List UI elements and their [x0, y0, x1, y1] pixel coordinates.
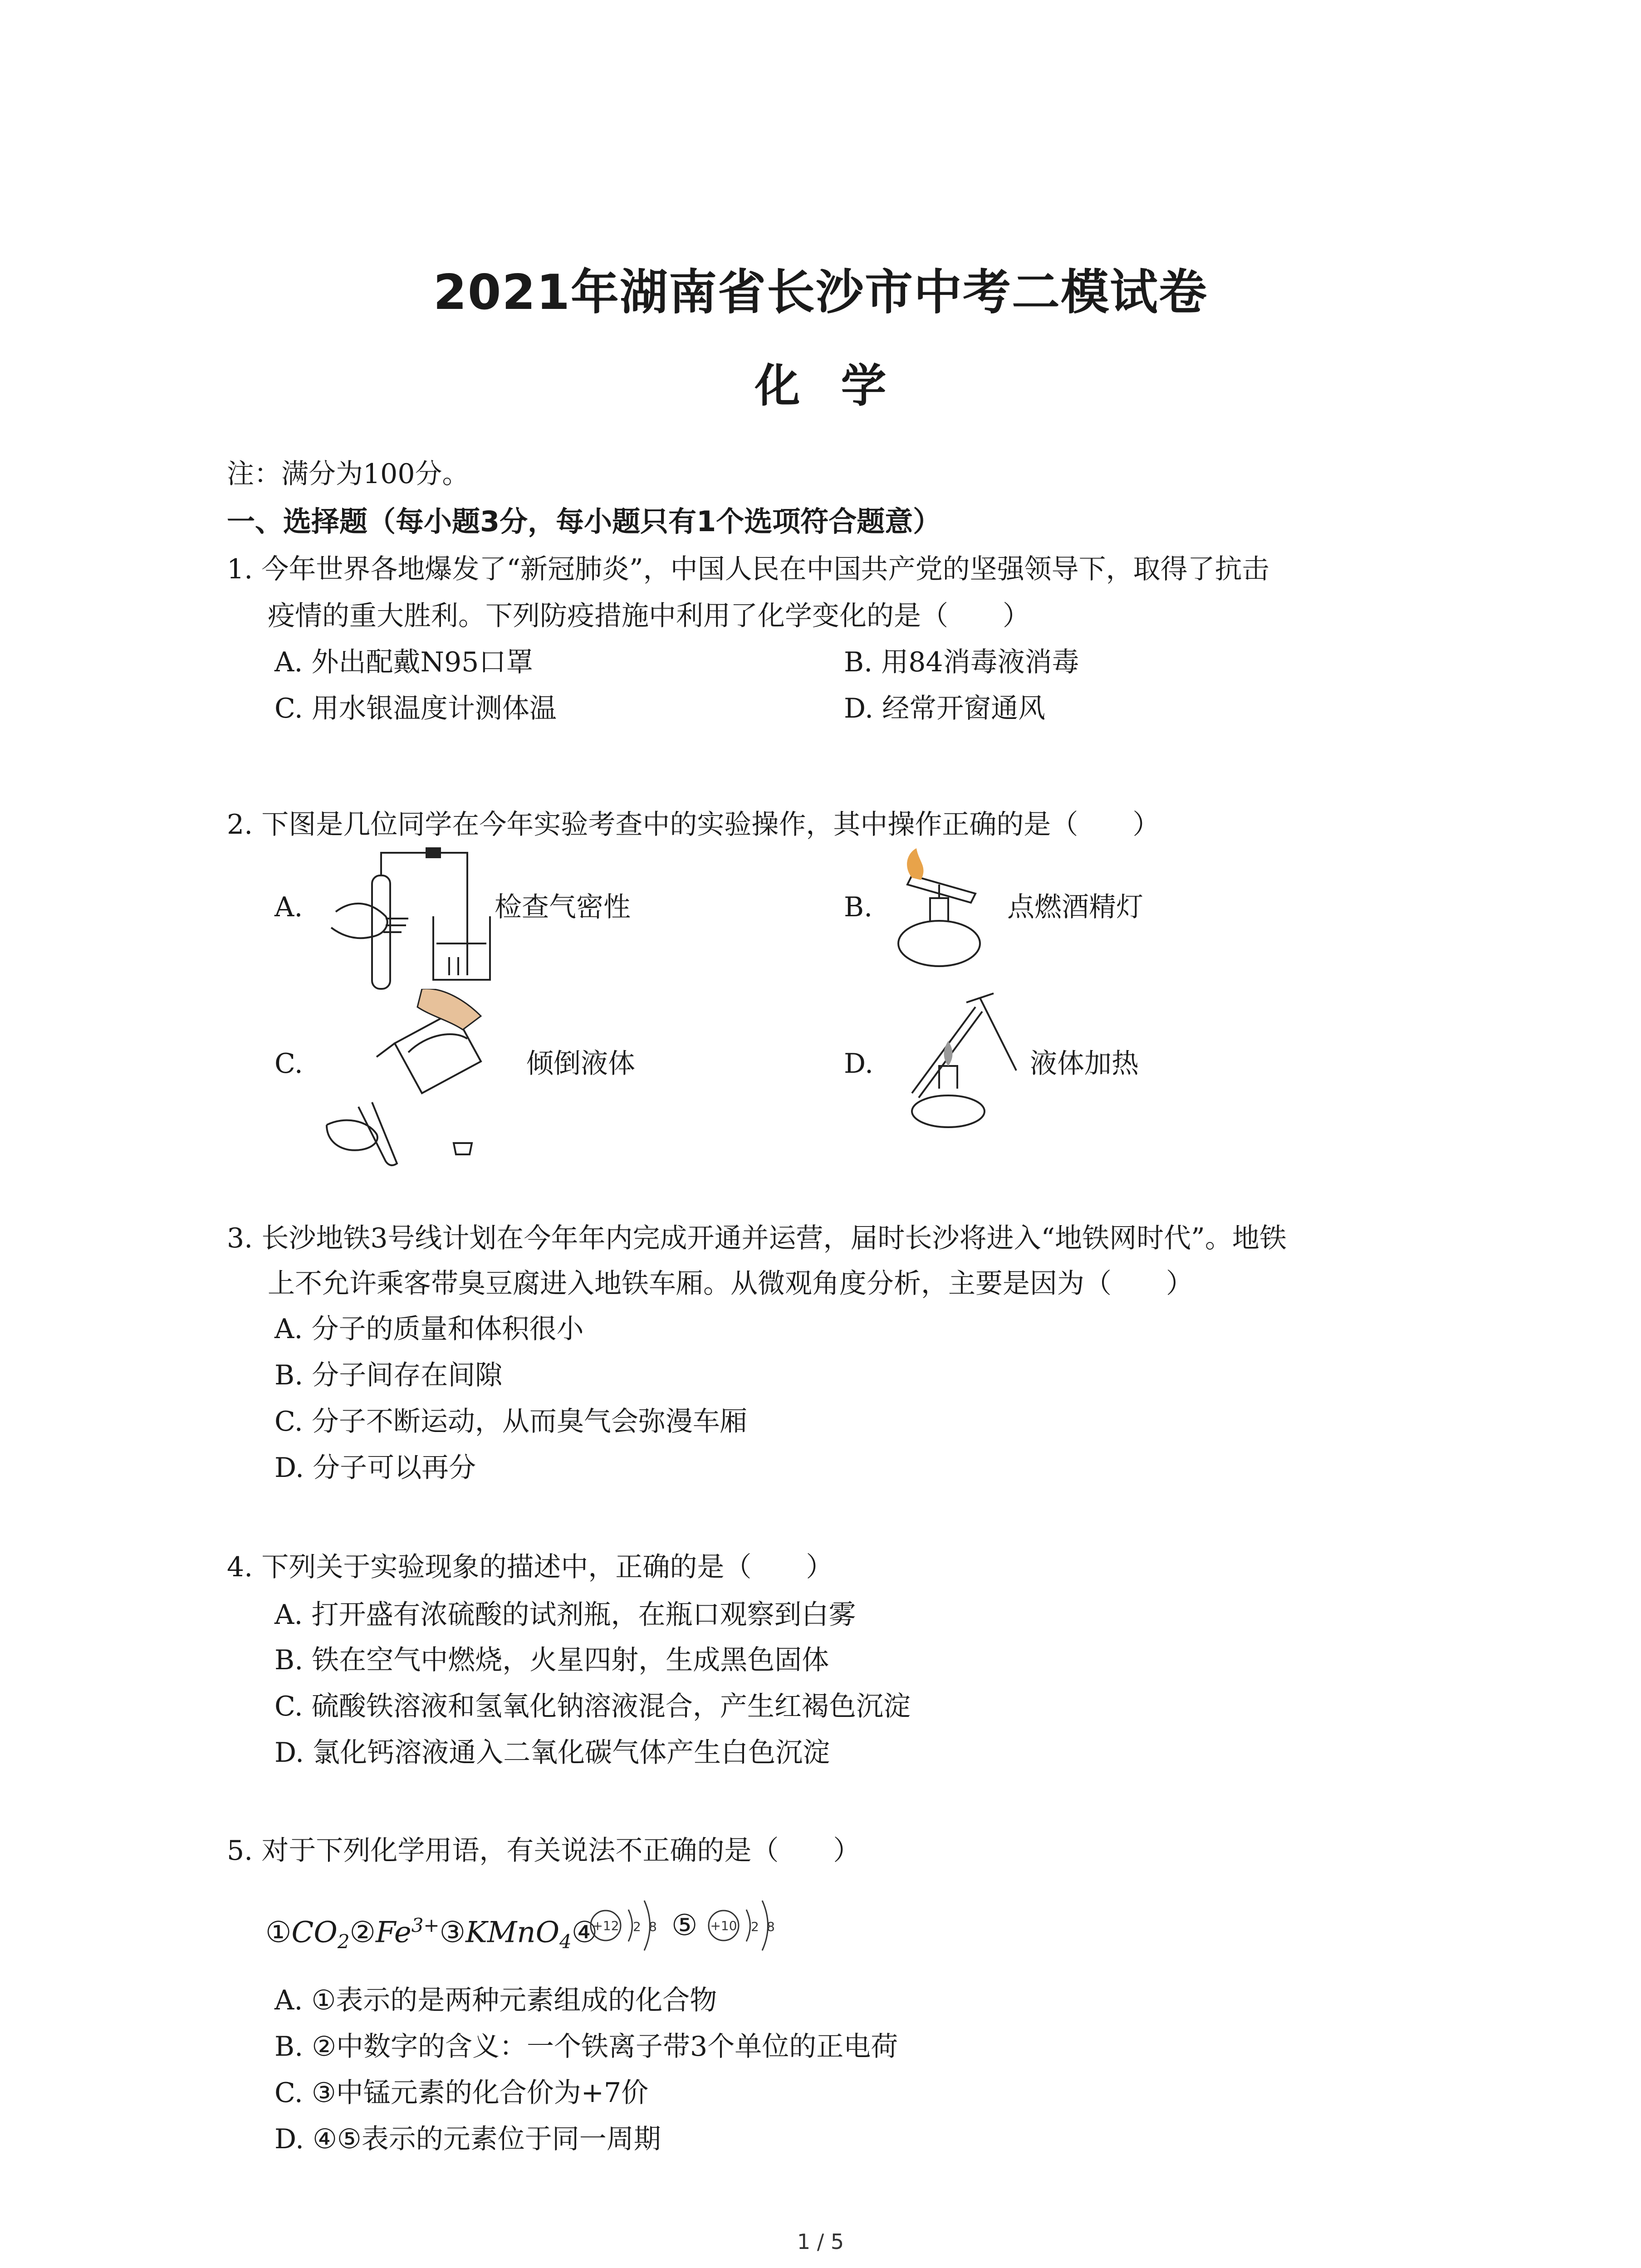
atom-12-shell-1: 2 [633, 1919, 641, 1934]
question-4-option-c: C. 硫酸铁溶液和氢氧化钠溶液混合，产生红褐色沉淀 [274, 1691, 911, 1722]
atom-10-shell-2: 8 [767, 1919, 775, 1934]
question-2-option-a-label: 检查气密性 [495, 891, 631, 923]
question-3-option-d: D. 分子可以再分 [274, 1452, 476, 1484]
chemical-notation-row [265, 1905, 598, 1962]
question-3-option-c: C. 分子不断运动，从而臭气会弥漫车厢 [274, 1406, 747, 1437]
question-2-option-b-letter: B. [844, 891, 873, 923]
atom-diagram-12 [585, 1889, 676, 1962]
fe-ion-charge: 3+ [411, 1914, 440, 1936]
question-3-stem-line-2: 上不允许乘客带臭豆腐进入地铁车厢。从微观角度分析，主要是因为（ ） [268, 1268, 1193, 1300]
question-1-option-b: B. 用84消毒液消毒 [844, 646, 1079, 678]
airtightness-check-figure [318, 844, 499, 998]
question-5-stem: 5. 对于下列化学用语，有关说法不正确的是（ ） [227, 1835, 861, 1867]
notation-2-mark: ② [349, 1916, 376, 1950]
question-2-option-b-label: 点燃酒精灯 [1007, 891, 1143, 923]
section-heading: 一、选择题（每小题3分，每小题只有1个选项符合题意） [227, 505, 941, 538]
kmno4-subscript: 4 [559, 1931, 572, 1953]
question-2-option-d-letter: D. [844, 1048, 874, 1080]
question-1-option-a: A. 外出配戴N95口罩 [274, 646, 534, 678]
question-3-stem-line-1: 3. 长沙地铁3号线计划在今年年内完成开通并运营，届时长沙将进入“地铁网时代”。地铁 [227, 1222, 1287, 1254]
page-number: 1 / 5 [797, 2229, 844, 2254]
fe-ion-symbol: Fe [375, 1916, 411, 1950]
subject-title: 化学 [754, 359, 927, 412]
question-2-option-c-label: 倾倒液体 [526, 1048, 635, 1080]
notation-4-mark: ④ [571, 1916, 598, 1950]
co2-symbol: CO [291, 1916, 338, 1950]
question-3-option-a: A. 分子的质量和体积很小 [274, 1313, 584, 1345]
question-5-option-b: B. ②中数字的含义：一个铁离子带3个单位的正电荷 [274, 2031, 898, 2063]
pouring-liquid-figure [318, 989, 526, 1170]
lamp-ignition-figure [885, 848, 1003, 975]
question-4-stem: 4. 下列关于实验现象的描述中，正确的是（ ） [227, 1551, 833, 1583]
question-5-option-a: A. ①表示的是两种元素组成的化合物 [274, 1984, 717, 2016]
notation-5-mark: ⑤ [671, 1909, 698, 1942]
question-3-option-b: B. 分子间存在间隙 [274, 1359, 503, 1391]
notation-3-mark: ③ [439, 1916, 465, 1950]
question-2-option-c-letter: C. [274, 1048, 303, 1080]
question-5-option-c: C. ③中锰元素的化合价为+7价 [274, 2077, 649, 2109]
kmno4-symbol: KMnO [465, 1916, 560, 1950]
question-1-stem-line-1: 1. 今年世界各地爆发了“新冠肺炎”，中国人民在中国共产党的坚强领导下，取得了抗击 [227, 553, 1269, 585]
atom-diagram-10 [703, 1889, 794, 1962]
co2-subscript: 2 [337, 1931, 350, 1953]
question-5-option-d: D. ④⑤表示的元素位于同一周期 [274, 2123, 661, 2155]
atom-10-nucleus: +10 [710, 1918, 737, 1933]
question-2-option-d-label: 液体加热 [1030, 1048, 1139, 1080]
atom-12-nucleus: +12 [592, 1918, 619, 1933]
question-1-stem-line-2: 疫情的重大胜利。下列防疫措施中利用了化学变化的是（ ） [268, 600, 1030, 632]
atom-10-shell-1: 2 [751, 1919, 759, 1934]
question-4-option-a: A. 打开盛有浓硫酸的试剂瓶，在瓶口观察到白雾 [274, 1599, 856, 1631]
question-2-stem: 2. 下图是几位同学在今年实验考查中的实验操作，其中操作正确的是（ ） [227, 809, 1160, 841]
question-4-option-b: B. 铁在空气中燃烧，火星四射，生成黑色固体 [274, 1644, 829, 1676]
question-1-option-c: C. 用水银温度计测体温 [274, 693, 557, 724]
notation-1-mark: ① [265, 1916, 292, 1950]
question-1-option-d: D. 经常开窗通风 [844, 693, 1046, 724]
exam-title: 2021年湖南省长沙市中考二模试卷 [433, 264, 1208, 320]
score-note: 注：满分为100分。 [227, 458, 470, 490]
atom-12-shell-2: 8 [649, 1919, 657, 1934]
question-2-option-a-letter: A. [274, 891, 303, 923]
liquid-heating-figure [885, 989, 1030, 1134]
question-4-option-d: D. 氯化钙溶液通入二氧化碳气体产生白色沉淀 [274, 1737, 830, 1769]
